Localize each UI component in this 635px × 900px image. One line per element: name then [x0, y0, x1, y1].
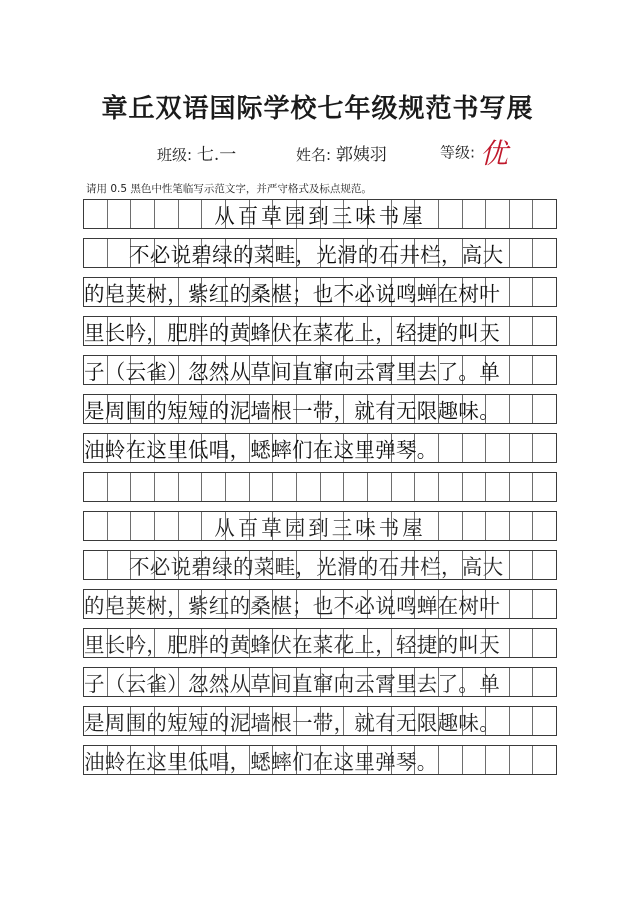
- grid-row-empty: [83, 472, 557, 502]
- sample-line: 是周围的短短的泥墙根一带，就有无限趣味。: [84, 399, 500, 423]
- copy-heading: 从百草园到三味书屋: [214, 516, 426, 540]
- class-field: [157, 140, 236, 165]
- grid-row: [83, 667, 557, 697]
- class-value: 七.一: [196, 145, 237, 165]
- grid-row: [83, 628, 557, 658]
- copy-writing-grid: [83, 511, 557, 784]
- name-label: 姓名:: [296, 146, 332, 164]
- sample-writing-grid: [83, 199, 557, 511]
- page-title: 章丘双语国际学校七年级规范书写展: [101, 94, 534, 124]
- grid-row: [83, 394, 557, 424]
- grade-label: 等级:: [440, 143, 476, 162]
- name-field: [296, 140, 387, 165]
- sample-line: 里长吟，肥胖的黄蜂伏在菜花上，轻捷的叫天: [84, 321, 500, 345]
- name-value: 郭姨羽: [335, 145, 387, 165]
- grid-row: [83, 316, 557, 346]
- copy-line: 的皂荚树，紫红的桑椹；也不必说鸣蝉在树叶: [84, 594, 500, 618]
- copy-line: 子（云雀）忽然从草间直窜向云霄里去了。单: [84, 672, 500, 696]
- grade-value: 优: [479, 137, 508, 170]
- grid-row-heading: [83, 199, 557, 229]
- copy-line: 里长吟，肥胖的黄蜂伏在菜花上，轻捷的叫天: [84, 633, 500, 657]
- grade-field: [440, 132, 508, 172]
- grid-row: [83, 238, 557, 268]
- class-label: 班级:: [157, 146, 193, 164]
- instruction-text: 请用 0.5 黑色中性笔临写示范文字，并严守格式及标点规范。: [86, 183, 372, 195]
- grid-row: [83, 589, 557, 619]
- sample-heading: 从百草园到三味书屋: [214, 204, 426, 228]
- grid-row: [83, 277, 557, 307]
- copy-line: 不必说碧绿的菜畦，光滑的石井栏，高大: [129, 555, 504, 579]
- sample-line: 油蛉在这里低唱，蟋蟀们在这里弹琴。: [84, 438, 438, 462]
- copy-line: 油蛉在这里低唱，蟋蟀们在这里弹琴。: [84, 750, 438, 774]
- grid-row: [83, 745, 557, 775]
- sample-line: 的皂荚树，紫红的桑椹；也不必说鸣蝉在树叶: [84, 282, 500, 306]
- grid-row-heading: [83, 511, 557, 541]
- grid-row: [83, 706, 557, 736]
- grid-row: [83, 433, 557, 463]
- sample-line: 子（云雀）忽然从草间直窜向云霄里去了。单: [84, 360, 500, 384]
- grid-row: [83, 550, 557, 580]
- grid-row: [83, 355, 557, 385]
- copy-line: 是周围的短短的泥墙根一带，就有无限趣味。: [84, 711, 500, 735]
- sample-line: 不必说碧绿的菜畦，光滑的石井栏，高大: [129, 243, 504, 267]
